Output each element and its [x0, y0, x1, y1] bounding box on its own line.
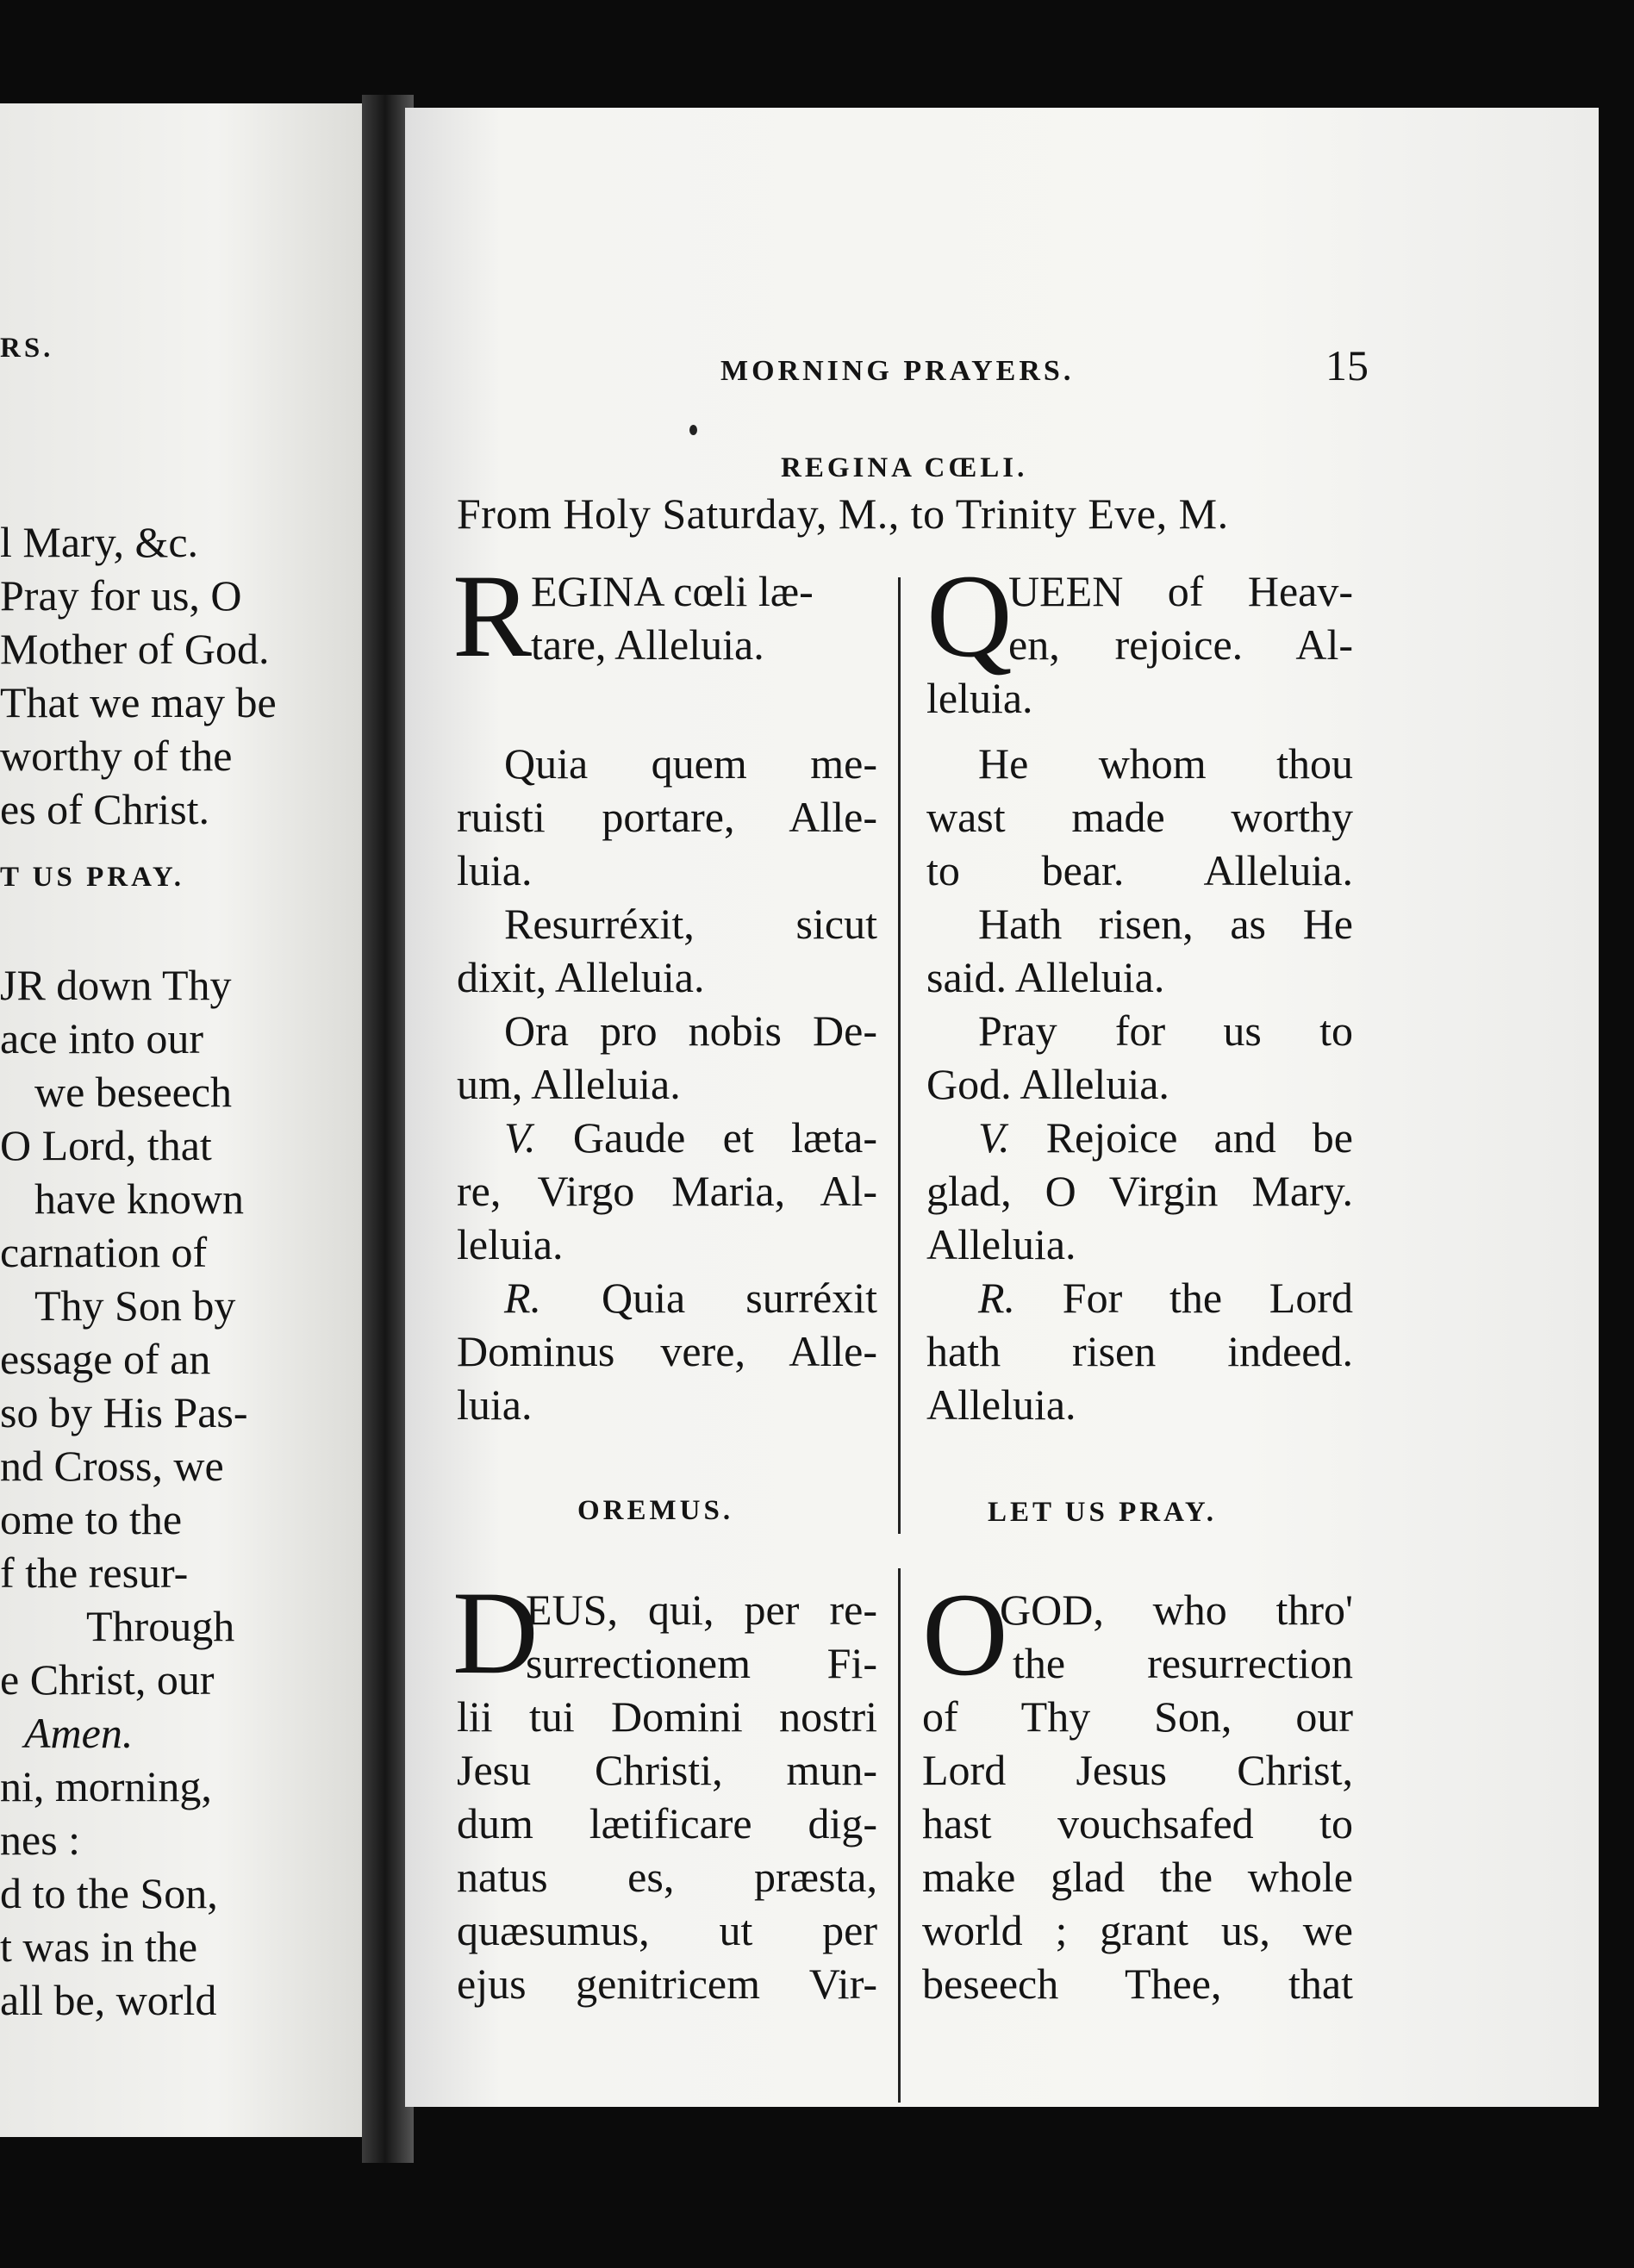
- ink-speck: [689, 425, 697, 435]
- english-line: to bear. Alleluia.: [926, 846, 1353, 894]
- latin-line: Quia quem me-: [504, 739, 877, 788]
- left-page-line: t was in the: [0, 1922, 198, 1971]
- english-line: the resurrection: [1013, 1639, 1353, 1687]
- left-page-line: have known: [34, 1174, 244, 1223]
- english-line: Alleluia.: [926, 1380, 1076, 1429]
- left-page-line: Amen.: [24, 1709, 134, 1757]
- latin-line: leluia.: [457, 1220, 564, 1268]
- rubric: From Holy Saturday, M., to Trinity Eve, M.: [457, 489, 1229, 538]
- left-page-line: we beseech: [34, 1068, 233, 1116]
- left-page: [0, 103, 362, 2137]
- latin-line: natus es, præsta,: [457, 1853, 877, 1901]
- english-line: said. Alleluia.: [926, 953, 1165, 1001]
- latin-line: R. Quia surréxit: [504, 1274, 877, 1322]
- english-line: hath risen indeed.: [926, 1327, 1353, 1375]
- column-rule-upper: [898, 577, 901, 1534]
- section-title: REGINA CŒLI.: [781, 452, 1028, 483]
- english-line: V. Rejoice and be: [978, 1113, 1353, 1162]
- english-line: Alleluia.: [926, 1220, 1076, 1268]
- left-page-line: O Lord, that: [0, 1121, 212, 1169]
- drop-cap: D: [452, 1567, 539, 1698]
- english-line: He whom thou: [978, 739, 1353, 788]
- english-line: Pray for us to: [978, 1006, 1353, 1055]
- english-line: UEEN of Heav-: [1008, 567, 1353, 615]
- left-page-line: all be, world: [0, 1976, 217, 2024]
- english-heading: LET US PRAY.: [988, 1497, 1217, 1528]
- left-running-head: RS.: [0, 333, 54, 364]
- latin-line: luia.: [457, 1380, 533, 1429]
- latin-line: Resurréxit, sicut: [504, 900, 877, 948]
- left-page-line: e Christ, our: [0, 1655, 215, 1704]
- english-line: en, rejoice. Al-: [1008, 620, 1353, 669]
- left-page-line: Mother of God.: [0, 625, 270, 673]
- left-page-line: nd Cross, we: [0, 1442, 224, 1490]
- latin-line: um, Alleluia.: [457, 1060, 681, 1108]
- english-line: make glad the whole: [922, 1853, 1353, 1901]
- latin-line: lii tui Domini nostri: [457, 1692, 877, 1741]
- latin-heading: OREMUS.: [577, 1495, 734, 1526]
- latin-line: V. Gaude et læta-: [504, 1113, 877, 1162]
- latin-line: re, Virgo Maria, Al-: [457, 1167, 877, 1215]
- column-rule-lower: [898, 1568, 901, 2103]
- left-page-line: worthy of the: [0, 732, 233, 780]
- left-page-line: Thy Son by: [34, 1281, 236, 1330]
- drop-cap: R: [452, 550, 533, 682]
- english-line: God. Alleluia.: [926, 1060, 1169, 1108]
- english-line: glad, O Virgin Mary.: [926, 1167, 1353, 1215]
- left-page-line: l Mary, &c.: [0, 518, 199, 566]
- english-line: hast vouchsafed to: [922, 1799, 1353, 1847]
- latin-line: ruisti portare, Alle-: [457, 793, 877, 841]
- left-page-line: essage of an: [0, 1335, 211, 1383]
- english-line: wast made worthy: [926, 793, 1353, 841]
- latin-line: tare, Alleluia.: [531, 620, 764, 669]
- english-line: beseech Thee, that: [922, 1960, 1353, 2008]
- left-page-line: carnation of: [0, 1228, 208, 1276]
- latin-line: dixit, Alleluia.: [457, 953, 705, 1001]
- page-number: 15: [1325, 341, 1369, 389]
- left-page-line: That we may be: [0, 678, 277, 726]
- left-page-line: Pray for us, O: [0, 571, 242, 620]
- drop-cap: O: [922, 1568, 1008, 1700]
- latin-line: Dominus vere, Alle-: [457, 1327, 877, 1375]
- english-line: leluia.: [926, 674, 1033, 722]
- latin-line: EUS, qui, per re-: [526, 1586, 877, 1634]
- latin-line: ejus genitricem Vir-: [457, 1960, 877, 2008]
- left-page-line: ome to the: [0, 1495, 183, 1543]
- left-page-line: Through: [86, 1602, 235, 1650]
- english-line: of Thy Son, our: [922, 1692, 1353, 1741]
- left-page-line: ace into our: [0, 1014, 204, 1062]
- english-line: world ; grant us, we: [922, 1906, 1353, 1954]
- english-line: R. For the Lord: [978, 1274, 1353, 1322]
- latin-line: surrectionem Fi-: [526, 1639, 877, 1687]
- latin-line: luia.: [457, 846, 533, 894]
- english-line: GOD, who thro': [1000, 1586, 1353, 1634]
- left-page-line: f the resur-: [0, 1548, 189, 1597]
- latin-line: Jesu Christi, mun-: [457, 1746, 877, 1794]
- latin-line: EGINA cœli læ-: [531, 567, 814, 615]
- left-page-line: ni, morning,: [0, 1762, 212, 1810]
- left-page-line: d to the Son,: [0, 1869, 218, 1917]
- latin-line: dum lætificare dig-: [457, 1799, 877, 1847]
- latin-line: Ora pro nobis De-: [504, 1006, 877, 1055]
- right-page: [405, 108, 1599, 2107]
- running-head: MORNING PRAYERS.: [720, 355, 1075, 387]
- left-page-line: JR down Thy: [0, 961, 232, 1009]
- left-page-line: T US PRAY.: [0, 862, 184, 893]
- english-line: Lord Jesus Christ,: [922, 1746, 1353, 1794]
- left-page-line: es of Christ.: [0, 785, 210, 833]
- english-line: Hath risen, as He: [978, 900, 1353, 948]
- left-page-line: nes :: [0, 1816, 81, 1864]
- left-page-line: so by His Pas-: [0, 1388, 248, 1436]
- latin-line: quæsumus, ut per: [457, 1906, 877, 1954]
- drop-cap: Q: [926, 550, 1013, 682]
